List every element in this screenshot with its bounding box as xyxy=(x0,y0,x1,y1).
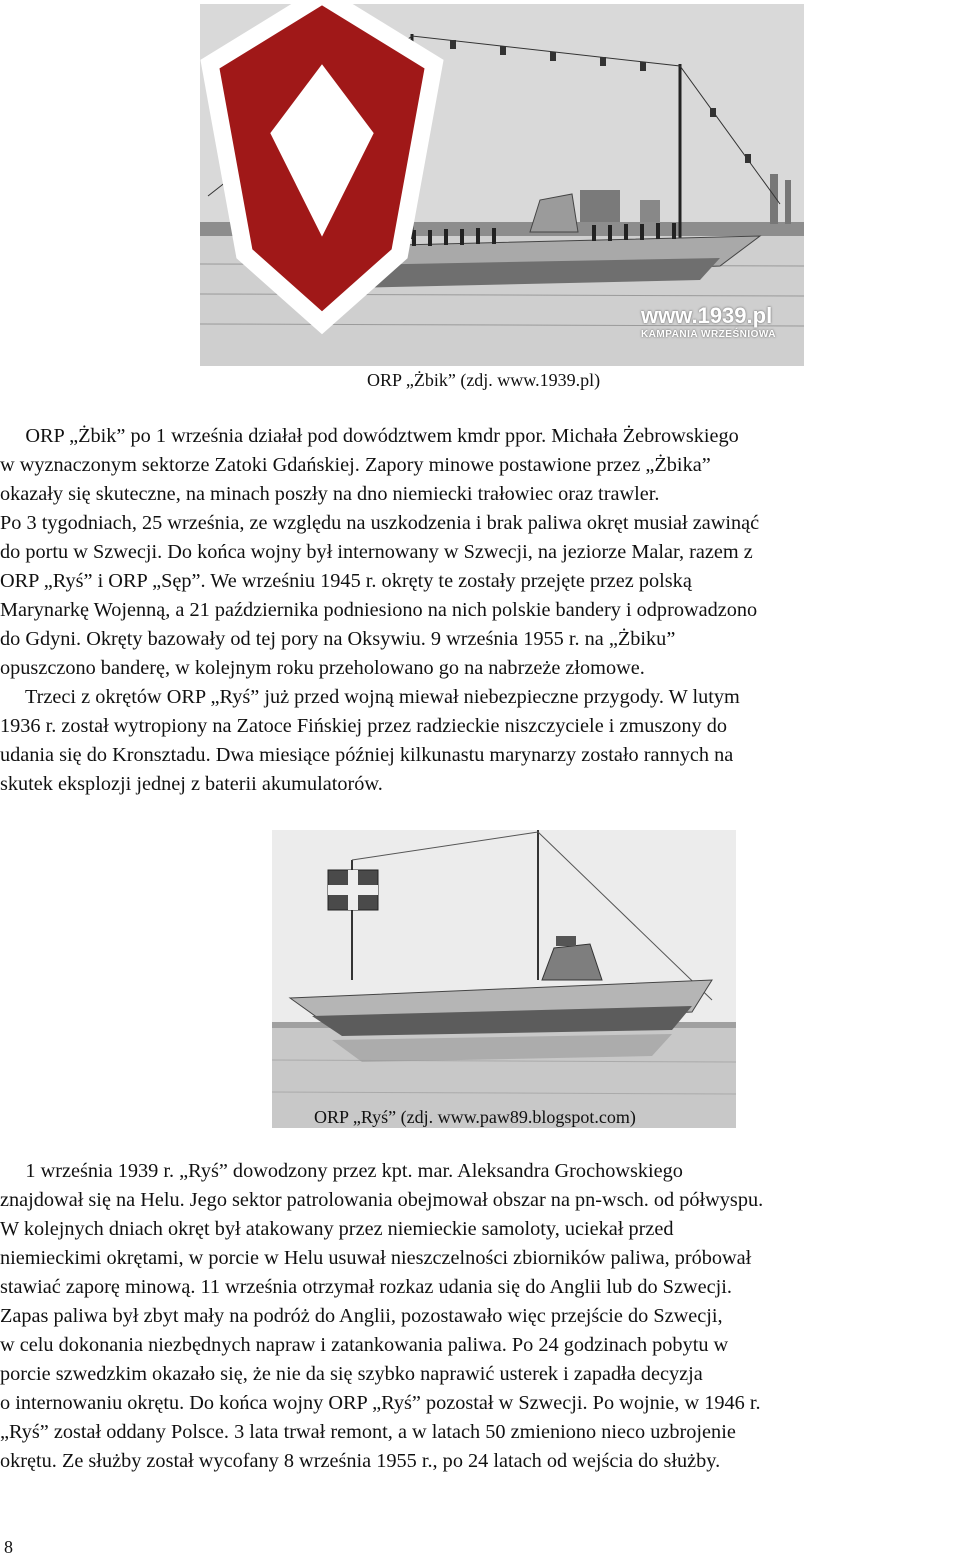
photo-orp-zbik xyxy=(200,4,804,366)
text-line: okrętu. Ze służby został wycofany 8 września 1955 r., po 24 latach od wejścia do służby. xyxy=(0,1450,721,1472)
text-line: okazały się skuteczne, na minach poszły na dno niemiecki trałowiec oraz trawler. xyxy=(0,483,660,505)
text-line: porcie szwedzkim okazało się, że nie da się szybko naprawić usterek i zapadła decyzja xyxy=(0,1363,703,1385)
text-line: opuszczono banderę, w kolejnym roku przeholowano go na nabrzeże złomowe. xyxy=(0,657,645,679)
page-number: 8 xyxy=(4,1537,13,1557)
text-line: 1 września 1939 r. „Ryś” dowodzony przez kpt. mar. Aleksandra Grochowskiego xyxy=(0,1160,683,1182)
text-line: w celu dokonania niezbędnych napraw i zatankowania paliwa. Po 24 godzinach pobytu w xyxy=(0,1334,729,1356)
text-line: ORP „Żbik” po 1 września działał pod dowództwem kmdr ppor. Michała Żebrowskiego xyxy=(0,425,739,447)
paragraph-rys-1939 xyxy=(0,1157,960,1476)
text-line: niemieckimi okrętami, w porcie w Helu usuwał nieszczelności zbiorników paliwa, próbował xyxy=(0,1247,752,1269)
photo-watermark xyxy=(641,303,776,340)
photo-orp-rys xyxy=(272,830,736,1128)
text-line: „Ryś” został oddany Polsce. 3 lata trwał remont, a w latach 50 zmieniono nieco uzbrojenie xyxy=(0,1421,736,1443)
text-line: stawiać zaporę minową. 11 września otrzymał rozkaz udania się do Anglii lub do Szwecji. xyxy=(0,1276,732,1298)
photo-caption-zbik: ORP „Żbik” (zdj. www.1939.pl) xyxy=(367,370,601,390)
text-line: do portu w Szwecji. Do końca wojny był internowany w Szwecji, na jeziorze Malar, razem z xyxy=(0,541,753,563)
paragraph-zbik-rys xyxy=(0,422,960,799)
text-line: W kolejnych dniach okręt był atakowany przez niemieckie samoloty, uciekał przed xyxy=(0,1218,674,1240)
text-line: Zapas paliwa był zbyt mały na podróż do Anglii, pozostawało więc przejście do Szwecji, xyxy=(0,1305,723,1327)
photo-caption-rys: ORP „Ryś” (zdj. www.paw89.blogspot.com) xyxy=(314,1107,636,1127)
text-line: skutek eksplozji jednej z baterii akumulatorów. xyxy=(0,773,383,795)
text-line: o internowaniu okrętu. Do końca wojny ORP „Ryś” pozostał w Szwecji. Po wojnie, w 1946 r. xyxy=(0,1392,761,1414)
text-line: ORP „Ryś” i ORP „Sęp”. We wrześniu 1945 r. okręty te zostały przejęte przez polską xyxy=(0,570,692,592)
text-line: Po 3 tygodniach, 25 września, ze względu na uszkodzenia i brak paliwa okręt musiał zawinąć xyxy=(0,512,760,534)
text-line: Marynarkę Wojenną, a 21 października podniesiono na nich polskie bandery i odprowadzono xyxy=(0,599,758,621)
watermark-subtitle: KAMPANIA WRZEŚNIOWA xyxy=(640,329,776,340)
text-line: 1936 r. został wytropiony na Zatoce Fińskiej przez radzieckie niszczyciele i zmuszony do xyxy=(0,715,728,737)
text-line: znajdował się na Helu. Jego sektor patrolowania obejmował obszar na pn-wsch. od półwyspu. xyxy=(0,1189,764,1211)
eagle-emblem-icon xyxy=(200,4,624,340)
text-line: w wyznaczonym sektorze Zatoki Gdańskiej. Zapory minowe postawione przez „Żbika” xyxy=(0,454,711,476)
watermark-url: www.1939.pl xyxy=(640,303,773,328)
text-line: Trzeci z okrętów ORP „Ryś” już przed wojną miewał niebezpieczne przygody. W lutym xyxy=(0,686,740,708)
photo-rys-drawing xyxy=(272,830,736,1128)
text-line: do Gdyni. Okręty bazowały od tej pory na Oksywiu. 9 września 1955 r. na „Żbiku” xyxy=(0,628,676,650)
text-line: udania się do Kronsztadu. Dwa miesiące później kilkunastu marynarzy zostało rannych na xyxy=(0,744,734,766)
